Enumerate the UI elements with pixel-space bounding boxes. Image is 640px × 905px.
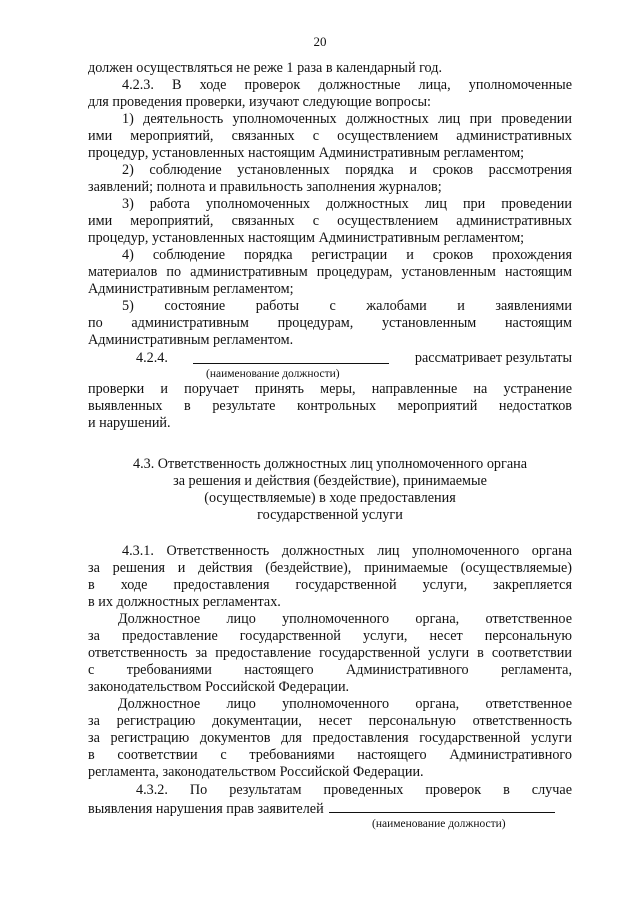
text-line-with-field xyxy=(88,799,572,816)
heading-line: государственной услуги xyxy=(257,507,403,523)
text-line: законодательством Российской Федерации. xyxy=(88,679,350,695)
text-line: проверки и поручает принять меры, направленные на устранение xyxy=(88,381,572,397)
text-line: в ходе предоставления государственной услуги, закрепляется xyxy=(88,577,572,593)
heading-line: 4.3. Ответственность должностных лиц уполномоченного органа xyxy=(132,456,528,472)
text-line: и нарушений. xyxy=(88,415,171,431)
text-line: Административным регламентом. xyxy=(88,332,294,348)
clause-number: 4.2.4. xyxy=(136,350,168,366)
text-line: Административным регламентом; xyxy=(88,281,294,297)
blank-position-field[interactable] xyxy=(193,350,389,364)
text-line: 4) соблюдение порядка регистрации и сроков прохождения xyxy=(122,247,572,263)
list-item-5 xyxy=(88,298,572,349)
text-line: ответственность за предоставление государственной услуги в соответствии xyxy=(88,645,572,661)
paragraph-continuation xyxy=(88,60,572,77)
list-item-1 xyxy=(88,111,572,162)
text-line: ими мероприятий, связанных с осуществлением административных xyxy=(88,128,572,144)
text-line: 4.2.3. В ходе проверок должностные лица, уполномоченные xyxy=(122,77,572,93)
text-line-with-field xyxy=(88,350,572,367)
text-line: в соответствии с требованиями настоящего Административного xyxy=(88,747,572,763)
text-line: по административным процедурам, установленным настоящим xyxy=(88,315,572,331)
text-line: 2) соблюдение установленных порядка и сроков рассмотрения xyxy=(122,162,572,178)
section-heading-4-3 xyxy=(88,456,572,524)
blank-position-field[interactable] xyxy=(329,799,555,813)
text-line: ими мероприятий, связанных с осуществлением административных xyxy=(88,213,572,229)
list-item-4 xyxy=(88,247,572,298)
text-line: выявленных в результате контрольных мероприятий недостатков xyxy=(88,398,572,414)
field-caption: (наименование должности) xyxy=(206,368,340,380)
list-item-2 xyxy=(88,162,572,196)
text-line: процедур, установленных настоящим Административным регламентом; xyxy=(88,145,525,161)
field-caption: (наименование должности) xyxy=(372,818,506,830)
text-line: в их должностных регламентах. xyxy=(88,594,281,610)
text-line: 3) работа уполномоченных должностных лиц при проведении xyxy=(122,196,572,212)
paragraph-4-2-3 xyxy=(88,77,572,111)
text-line: за регистрацию документации, несет персональную ответственность xyxy=(88,713,572,729)
text-line: 5) состояние работы с жалобами и заявлениями xyxy=(122,298,572,314)
paragraph-4-3-2 xyxy=(88,782,572,816)
text-line: регламента, законодательством Российской Федерации. xyxy=(88,764,424,780)
text-line: заявлений; полнота и правильность заполнения журналов; xyxy=(88,179,442,195)
heading-line: за решения и действия (бездействие), принимаемые xyxy=(173,473,487,489)
text-line: должен осуществляться не реже 1 раза в календарный год. xyxy=(88,60,443,76)
text-line: для проведения проверки, изучают следующие вопросы: xyxy=(88,94,431,110)
text-fragment: выявления нарушения прав заявителей xyxy=(88,801,324,817)
text-line: 1) деятельность уполномоченных должностных лиц при проведении xyxy=(122,111,572,127)
text-line: за решения и действия (бездействие), принимаемые (осуществляемые) xyxy=(88,560,572,576)
text-fragment: рассматривает результаты xyxy=(414,350,572,366)
text-line: 4.3.1. Ответственность должностных лиц уполномоченного органа xyxy=(122,543,572,559)
page-number: 20 xyxy=(313,34,327,49)
text-line: за предоставление государственной услуги, несет персональную xyxy=(88,628,572,644)
text-line: Должностное лицо уполномоченного органа, ответственное xyxy=(118,696,572,712)
paragraph-official-responsibility-1 xyxy=(88,611,572,696)
heading-line: (осуществляемые) в ходе предоставления xyxy=(204,490,456,506)
text-line: с требованиями настоящего Административного регламента, xyxy=(88,662,572,678)
paragraph-4-3-1 xyxy=(88,543,572,611)
text-line: за регистрацию документов для предоставления государственной услуги xyxy=(88,730,572,746)
list-item-3 xyxy=(88,196,572,247)
text-line: 4.3.2. По результатам проведенных проверок в случае xyxy=(136,782,572,798)
text-line: процедур, установленных настоящим Административным регламентом; xyxy=(88,230,525,246)
paragraph-4-2-4-rest xyxy=(88,381,572,432)
paragraph-4-2-4 xyxy=(88,350,572,367)
text-line: Должностное лицо уполномоченного органа, ответственное xyxy=(118,611,572,627)
paragraph-official-responsibility-2 xyxy=(88,696,572,781)
text-line: материалов по административным процедурам, установленным настоящим xyxy=(88,264,572,280)
